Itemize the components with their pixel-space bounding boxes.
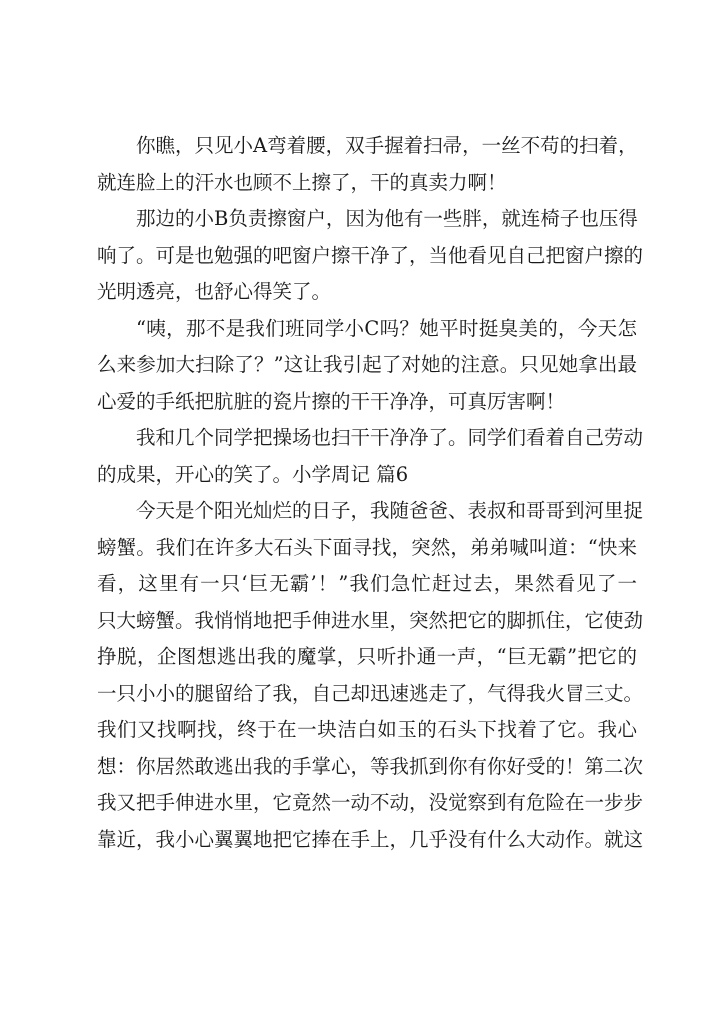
text-line: 就连脸上的汗水也顾不上擦了，干的真卖力啊！ [97, 170, 507, 194]
text-line: 今天是个阳光灿烂的日子，我随爸爸、表叔和哥哥到河里捉 [136, 499, 644, 522]
text-line: 靠近，我小心翼翼地把它捧在手上，几乎没有什么大动作。就这 [97, 827, 644, 851]
text-line: 你瞧，只见小A弯着腰，双手握着扫帚，一丝不苟的扫着， [136, 134, 638, 157]
text-line: 响了。可是也勉强的吧窗户擦干净了，当他看见自己把窗户擦的 [97, 243, 644, 267]
text-line: 我又把手伸进水里，它竟然一动不动，没觉察到有危险在一步步 [97, 791, 644, 814]
text-line: 心爱的手纸把肮脏的瓷片擦的干干净净，可真厉害啊！ [97, 389, 566, 413]
body-text [97, 128, 644, 858]
text-line: 挣脱，企图想逃出我的魔掌，只听扑通一声，“巨无霸”把它的 [97, 645, 637, 668]
text-line: “咦，那不是我们班同学小C吗？她平时挺臭美的，今天怎 [136, 316, 637, 340]
text-line: 我们又找啊找，终于在一块洁白如玉的石头下找着了它。我心 [97, 718, 637, 741]
text-line: 我和几个同学把操场也扫干干净净了。同学们看着自己劳动 [136, 426, 644, 449]
text-line: 想：你居然敢逃出我的手掌心，等我抓到你有你好受的！第二次 [97, 754, 644, 778]
text-line: 那边的小B负责擦窗户，因为他有一些胖，就连椅子也压得 [136, 207, 638, 230]
text-line: 的成果，开心的笑了。小学周记 篇6 [97, 462, 409, 486]
text-line: 只大螃蟹。我悄悄地把手伸进水里，突然把它的脚抓住，它使劲 [97, 608, 644, 632]
text-line: 光明透亮，也舒心得笑了。 [97, 280, 332, 303]
text-line: 螃蟹。我们在许多大石头下面寻找，突然，弟弟喊叫道：“快来 [97, 535, 637, 559]
text-line: 看，这里有一只‘巨无霸’！”我们急忙赶过去，果然看见了一 [97, 572, 637, 595]
text-line: 一只小小的腿留给了我，自己却迅速逃走了，气得我火冒三丈。 [97, 681, 644, 705]
text-line: 么来参加大扫除了？”这让我引起了对她的注意。只见她拿出最 [97, 353, 637, 376]
